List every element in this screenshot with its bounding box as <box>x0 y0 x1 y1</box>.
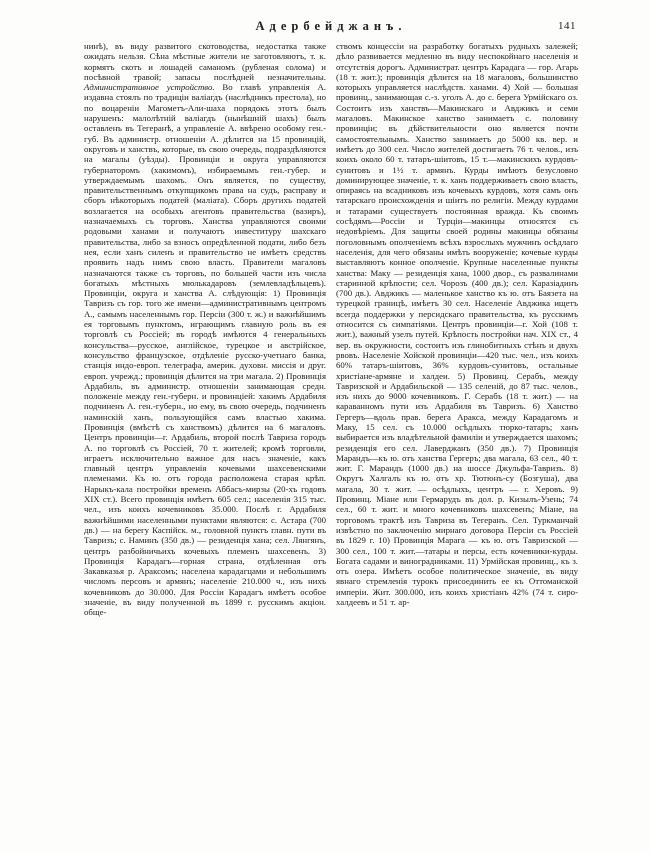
section-heading-administrative-structure: Административное устройство. <box>84 82 215 93</box>
running-head <box>84 19 578 37</box>
text-block <box>84 41 578 618</box>
left-column <box>84 41 326 618</box>
left-column-text-before-heading: нинѣ), въ виду развитого скотоводства, недостатка также ожидать нельзя. Сѣна мѣстные жители не заготовляютъ, т. к. кормятъ скотъ и лошадей саманомъ (рубленая солома) и посѣвной травой; запасы послѣдней незначительны. <box>84 41 326 82</box>
page-title: Адербейджанъ. <box>255 19 407 33</box>
page-number: 141 <box>558 20 576 32</box>
left-column-text-after-heading: Во главѣ управленія А. издавна стоялъ по традиціи валіагдъ (наслѣдникъ престола), но по воцареніи Магометъ-Али-шаха порядокъ этотъ былъ нарушенъ: малолѣтній валіагдъ (нынѣшній шахъ) былъ оставленъ въ Тегеранѣ, а управленіе А. ввѣрено особому ген.-губ. Въ администр. отношеніи А. дѣлится на 15 провинцій, округовъ и ханствъ, которые, въ свою очередь, подраздѣляются на магалы (уѣзды). Провинціи и округа управляются губернаторомъ (хакимомъ), избираемымъ ген.-губер. и утверждаемымъ шахомъ. Онъ является, по существу, правительственнымъ откупщикомъ права на судъ, расправу и сборъ нѣкоторыхъ податей (маліата). Сборъ другихъ податей возлагается на особыхъ агентовъ правительства (вазиръ), назначаемыхъ съ торговъ. Ханства управляются своими родовыми ханами и получаютъ инвеституру шахскаго правительства, либо за взносъ опредѣленной подати, либо безъ нея, если ханъ силенъ и правительство не имѣетъ средствъ проявить надъ нимъ свою власть. Правители магаловъ назначаются также съ торговъ, по большей части изъ числа богатыхъ мѣстныхъ мюлькадаровъ (землевладѣльцевъ). Провинціи, округа и ханства А. слѣдующія: 1) Провинція Тавризъ съ гор. того же имени—административнымъ центромъ А., самымъ населеннымъ гор. Персіи (300 т. ж.) и важнѣйшимъ ея торговымъ пунктомъ, играющимъ главную роль въ ея торговлѣ съ Россіей; въ городѣ имѣются 4 генеральныхъ консульства—русское, англійское, турецкое и австрійское, консульство французское, отдѣленіе русско-учетнаго банка, станція индо-европ. телеграфа, америк. духовн. миссія и друг. европ. учрежд.; провинція дѣлится на три магала. 2) Провинція Ардабиль, въ администр. отношеніи занимающая средн. положеніе между ген.-губерн. и провинціей: хакимъ Ардабиля подчиненъ А. ген.-губерн., но ему, въ свою очередь, подчиненъ наминскій ханъ, пользующійся самъ властью хакима. Провинція (вмѣстѣ съ ханствомъ) дѣлится на 6 магаловъ. Центръ провинціи—г. Ардабиль, второй послѣ Тавриза городъ А. по торговлѣ съ Россіей, 70 т. жителей; кромѣ торговли, играетъ исключительно важное для насъ значеніе, какъ главный центръ управленія кочевыми шахсевенскими племенами. Къ ю. отъ города расположена старая крѣп. Нарыкъ-кала постройки временъ Аббасъ-мирзы (20-хъ годовъ XIX ст.). Всего провинція имѣетъ 605 сел.; населенія 315 тыс. чел., изъ коихъ кочевниковъ 35.000. Послѣ г. Ардабиля важнѣйшими населенными пунктами являются: с. Астара (700 дв.) — на берегу Каспійск. м., головной пунктъ главн. пути въ Тавризъ; с. Наминъ (350 дв.) — резиденція хана; сел. Лянгянъ, центръ разбойничьихъ кочевыхъ племенъ шахсевенъ. 3) Провинція Карадагъ—горная страна, отдѣленная отъ Закавказья р. Араксомъ; населена карадагцами и небольшимъ числомъ персовъ и армянъ; населеніе 210.000 ч., изъ нихъ кочевниковъ до 30.000. Для Россіи Карадагъ имѣетъ особое значеніе, въ виду полученной въ 1899 г. русскимъ акціон. обще- <box>84 82 327 618</box>
right-column-text: ствомъ концессіи на разработку богатыхъ рудныхъ залежей; дѣло развивается медленно въ виду неспокойнаго населенія и отсутствія дорогъ. Администрат. центръ Карадага — гор. Агарь (18 т. жит.); провинція дѣлится на 18 магаловъ, большинство которыхъ управляется наслѣдств. ханами. 4) Хой — большая провинц., занимающая с.-з. уголъ А. до с. берега Урмійскаго оз. Состоитъ изъ ханствъ—Макинскаго и Авджикъ и семи магаловъ. Макинское ханство занимаетъ с. половину провинціи; въ дѣйствительности оно является почти самостоятельнымъ. Ханство занимаетъ до 5000 кв. вер. и имѣетъ до 300 сел. Число жителей достигаетъ 76 т. челов., изъ коихъ около 60 т. татаръ-шіитовъ, 15 т.—макинскихъ курдовъ-сунитовъ и 1½ т. армянъ. Курды имѣютъ безусловно доминирующее значеніе, т. к. ханъ поддерживаетъ свою власть, опираясь на всадниковъ изъ кочевыхъ курдовъ, хотя самъ онъ татарскаго происхожденія и шіитъ по религіи. Между курдами и татарами существуетъ постоянная вражда. Къ своимъ сосѣдямъ—Россіи и Турціи—макинцы относятся съ недовѣріемъ. Для защиты своей родины макинцы обязаны поголовнымъ ополченіемъ всѣхъ взрослыхъ мужчинъ осѣдлаго населенія, для чего обязаны имѣть вооруженіе; кочевые курды выставляютъ конное ополченіе. Крупные населенные пункты ханства: Маку — резиденція хана, 1000 двор., съ развалинами старинной крѣпости; сел. Чорозъ (400 дв.); сел. Каразіадинъ (700 дв.). Авджикъ — маленькое ханство къ ю. отъ Баязета на турецкой границѣ, имѣетъ 30 сел. Населеніе Авджика ищетъ всегда поддержки у персидскаго правительства, къ русскимъ относится съ симпатіями. Центръ провинціи—г. Хой (108 т. жит.), важный узелъ путей. Крѣпость постройки нач. XIX ст., 4 вер. въ окружности, состоитъ изъ глинобитныхъ стѣнъ и двухъ рвовъ. Населеніе Хойской провинціи—420 тыс. чел., изъ коихъ 60% татаръ-шіитовъ, 36% курдовъ-сунитовъ, остальные христіане-армяне и халдеи. 5) Провинц. Серабъ, между Тавризской и Ардабильской — 135 селеній, до 87 тыс. челов., изъ нихъ до 9000 кочевниковъ. Г. Серабъ (18 т. жит.) — на караванномъ пути изъ Ардабиля въ Тавризъ. 6) Ханство Гергеръ—вдоль прав. берега Аракса, между Карадагомъ и Маку, 15 сел. съ 10.000 осѣдлыхъ тюрко-татаръ; ханъ выбирается изъ владѣтельной фамиліи и утверждается шахомъ; резиденція его сел. Лаверджанъ (350 дв.). 7) Провинція Марандъ—къ ю. отъ ханства Гергеръ; два магала, 63 сел., 40 т. жит. Г. Марандъ (1000 дв.) на шоссе Джульфа-Тавризъ. 8) Округъ Халгалъ къ ю. отъ хр. Тютюнъ-су (Бозгуша), два магала, 30 т. жит. — осѣдлыхъ, центръ — г. Херовъ. 9) Провинц. Міане или Гермарудъ въ дол. р. Кизылъ-Узень; 74 сел., 60 т. жит. и много кочевниковъ шахсевенъ; Міане, на торговомъ трактѣ изъ Тавриза въ Тегеранъ. Сел. Туркманчай извѣстно по заключенію мирнаго договора Персіи съ Россіей въ 1829 г. 10) Провинція Марага — къ ю. отъ Тавризской — 300 сел., 100 т. жит.—татары и персы, есть кочевники-курды. Богата садами и виноградниками. 11) Урмійская провинц., къ з. отъ озера. Имѣетъ особое политическое значеніе, въ виду явнаго стремленія турокъ присоединить ее къ Оттоманской имперіи. Жит. 300.000, изъ коихъ христіанъ 42% (74 т. сиро-халдеевъ и 51 т. ар- <box>336 41 578 608</box>
right-column <box>336 41 578 618</box>
